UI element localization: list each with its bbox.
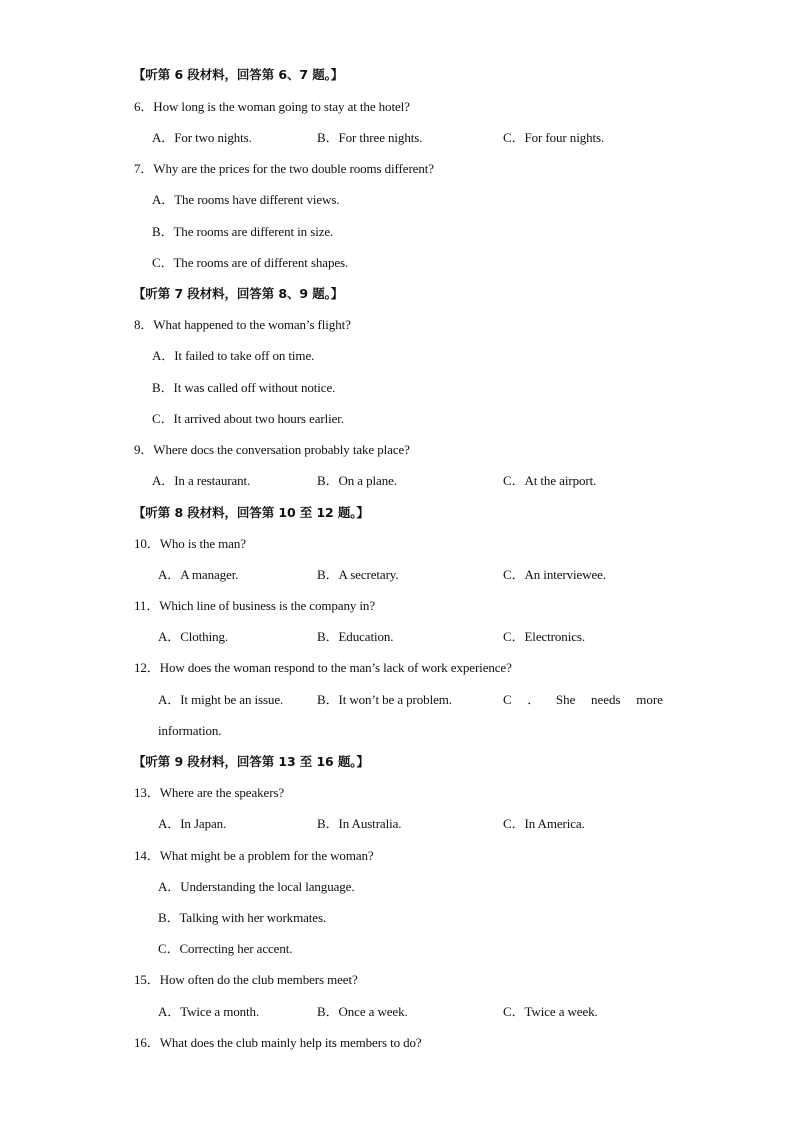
section-header: 【听第 8 段材料，回答第 10 至 12 题。】: [133, 505, 369, 520]
question-stem: 8．What happened to the woman’s flight?: [134, 317, 351, 332]
option-a: A．A manager.: [158, 567, 239, 582]
option-a: A．The rooms have different views.: [152, 192, 340, 207]
option-a: A．It might be an issue.: [158, 692, 284, 707]
option-c-word: more: [636, 692, 663, 707]
option-b: B．It won’t be a problem.: [317, 692, 452, 707]
question-stem: 7．Why are the prices for the two double rooms different?: [134, 161, 434, 176]
option-a: A．Twice a month.: [158, 1004, 260, 1019]
option-b: B．Once a week.: [317, 1004, 408, 1019]
option-a: A．For two nights.: [152, 130, 252, 145]
option-c: C．It arrived about two hours earlier.: [152, 411, 344, 426]
question-stem: 14．What might be a problem for the woman?: [134, 848, 374, 863]
option-c: C．The rooms are of different shapes.: [152, 255, 349, 270]
option-c: C．Twice a week.: [503, 1004, 598, 1019]
option-c: C．For four nights.: [503, 130, 605, 145]
option-a: A．Understanding the local language.: [158, 879, 355, 894]
option-c: C．An interviewee.: [503, 567, 606, 582]
option-c: C．Electronics.: [503, 629, 585, 644]
section-header: 【听第 9 段材料，回答第 13 至 16 题。】: [133, 754, 369, 769]
question-stem: 6．How long is the woman going to stay at the hotel?: [134, 99, 410, 114]
option-c-punct: ．: [527, 692, 541, 707]
option-b: B．Talking with her workmates.: [158, 910, 327, 925]
option-c: [503, 692, 663, 708]
option-b: B．It was called off without notice.: [152, 380, 336, 395]
option-b: B．In Australia.: [317, 816, 402, 831]
option-c-continuation: information.: [158, 723, 222, 738]
option-c: C．In America.: [503, 816, 585, 831]
option-b: B．On a plane.: [317, 473, 397, 488]
option-c-word: She: [555, 692, 576, 707]
option-b: B．Education.: [317, 629, 394, 644]
question-stem: 13．Where are the speakers?: [134, 785, 285, 800]
question-stem: 16．What does the club mainly help its members to do?: [134, 1035, 422, 1050]
question-stem: 9．Where docs the conversation probably take place?: [134, 442, 410, 457]
section-header: 【听第 6 段材料，回答第 6、7 题。】: [133, 67, 344, 82]
question-stem: 12．How does the woman respond to the man’s lack of work experience?: [134, 660, 512, 675]
option-a: A．Clothing.: [158, 629, 229, 644]
question-stem: 11．Which line of business is the company in?: [134, 598, 375, 613]
option-a: A．In Japan.: [158, 816, 227, 831]
option-c-letter: C: [503, 692, 512, 707]
option-a: A．In a restaurant.: [152, 473, 251, 488]
option-b: B．A secretary.: [317, 567, 399, 582]
option-a: A．It failed to take off on time.: [152, 348, 315, 363]
option-b: B．The rooms are different in size.: [152, 224, 334, 239]
option-c: C．At the airport.: [503, 473, 597, 488]
question-stem: 15．How often do the club members meet?: [134, 972, 358, 987]
option-c-word: needs: [591, 692, 621, 707]
section-header: 【听第 7 段材料，回答第 8、9 题。】: [133, 286, 344, 301]
question-stem: 10．Who is the man?: [134, 536, 246, 551]
option-b: B．For three nights.: [317, 130, 423, 145]
option-c: C．Correcting her accent.: [158, 941, 293, 956]
